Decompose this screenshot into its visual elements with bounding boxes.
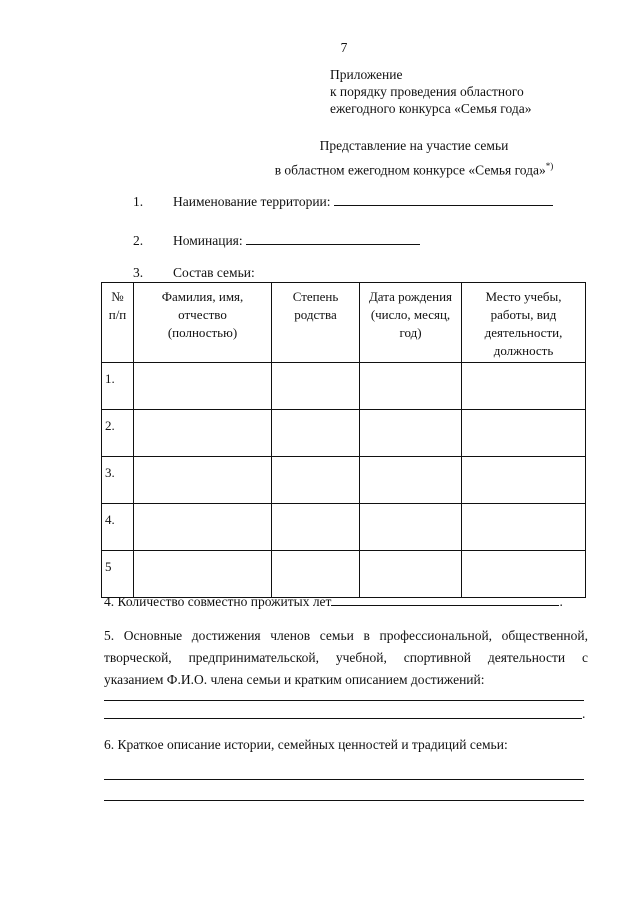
cell-birth-date[interactable] <box>360 363 462 410</box>
cell-occupation[interactable] <box>462 551 586 598</box>
cell-full-name[interactable] <box>134 457 272 504</box>
table-row <box>102 410 586 457</box>
table-row <box>102 363 586 410</box>
row-number: 1. <box>102 363 134 410</box>
territory-input-line[interactable] <box>334 193 553 206</box>
page-number: 7 <box>340 40 348 55</box>
achievements-input-line-1[interactable] <box>104 700 584 701</box>
appendix-line-2: к порядку проведения областного <box>330 84 524 99</box>
cell-full-name[interactable] <box>134 410 272 457</box>
cell-relation[interactable] <box>272 551 360 598</box>
table-row <box>102 504 586 551</box>
title-line-2: в областном ежегодном конкурсе «Семья года»*) <box>274 161 554 178</box>
header-number: № п/п <box>102 283 134 363</box>
cell-birth-date[interactable] <box>360 457 462 504</box>
item-label: Номинация: <box>173 233 243 248</box>
header-relation: Степень родства <box>272 283 360 363</box>
cell-relation[interactable] <box>272 504 360 551</box>
cell-occupation[interactable] <box>462 363 586 410</box>
item-number: 3. <box>133 265 144 280</box>
achievements-input-line-2[interactable] <box>104 718 582 719</box>
section-5-line-2: творческой, предпринимательской, учебной, спортивной деятельности с <box>104 650 588 665</box>
cell-full-name[interactable] <box>134 363 272 410</box>
footnote-mark: *) <box>545 161 554 171</box>
appendix-heading <box>330 66 531 117</box>
appendix-line-1: Приложение <box>330 67 403 82</box>
cell-relation[interactable] <box>272 410 360 457</box>
section-5 <box>104 625 588 691</box>
row-number: 4. <box>102 504 134 551</box>
section-5-line-1: 5. Основные достижения членов семьи в профессиональной, общественной, <box>104 628 588 643</box>
item-label: Наименование территории: <box>173 194 331 209</box>
header-occupation: Место учебы, работы, вид деятельности, должность <box>462 283 586 363</box>
cell-occupation[interactable] <box>462 504 586 551</box>
row-number: 5 <box>102 551 134 598</box>
section-5-line-3: указанием Ф.И.О. члена семьи и кратким описанием достижений: <box>104 672 485 687</box>
section-4-end: . <box>559 594 563 609</box>
cell-birth-date[interactable] <box>360 410 462 457</box>
item-territory <box>133 193 553 210</box>
section-4-label: 4. Количество совместно прожитых лет <box>104 594 332 609</box>
cell-full-name[interactable] <box>134 551 272 598</box>
header-birth-date: Дата рождения (число, месяц, год) <box>360 283 462 363</box>
document-title <box>150 136 640 181</box>
section-4 <box>104 593 563 610</box>
table-header-row <box>102 283 586 363</box>
years-together-input-line[interactable] <box>331 593 559 606</box>
row-number: 3. <box>102 457 134 504</box>
header-full-name: Фамилия, имя, отчество (полностью) <box>134 283 272 363</box>
cell-full-name[interactable] <box>134 504 272 551</box>
table-row <box>102 457 586 504</box>
cell-relation[interactable] <box>272 457 360 504</box>
section-6: 6. Краткое описание истории, семейных ценностей и традиций семьи: <box>104 737 508 752</box>
nomination-input-line[interactable] <box>246 232 420 245</box>
cell-occupation[interactable] <box>462 457 586 504</box>
section-5-end: . <box>582 706 586 721</box>
cell-birth-date[interactable] <box>360 551 462 598</box>
cell-occupation[interactable] <box>462 410 586 457</box>
family-members-table <box>101 282 586 598</box>
table-row <box>102 551 586 598</box>
history-input-line-1[interactable] <box>104 779 584 780</box>
item-number: 2. <box>133 233 144 248</box>
item-number: 1. <box>133 194 144 209</box>
item-family-composition <box>133 265 255 281</box>
history-input-line-2[interactable] <box>104 800 584 801</box>
cell-birth-date[interactable] <box>360 504 462 551</box>
item-label: Состав семьи: <box>173 265 255 280</box>
row-number: 2. <box>102 410 134 457</box>
appendix-line-3: ежегодного конкурса «Семья года» <box>330 101 532 116</box>
cell-relation[interactable] <box>272 363 360 410</box>
item-nomination <box>133 232 420 249</box>
title-line-1: Представление на участие семьи <box>319 138 509 153</box>
